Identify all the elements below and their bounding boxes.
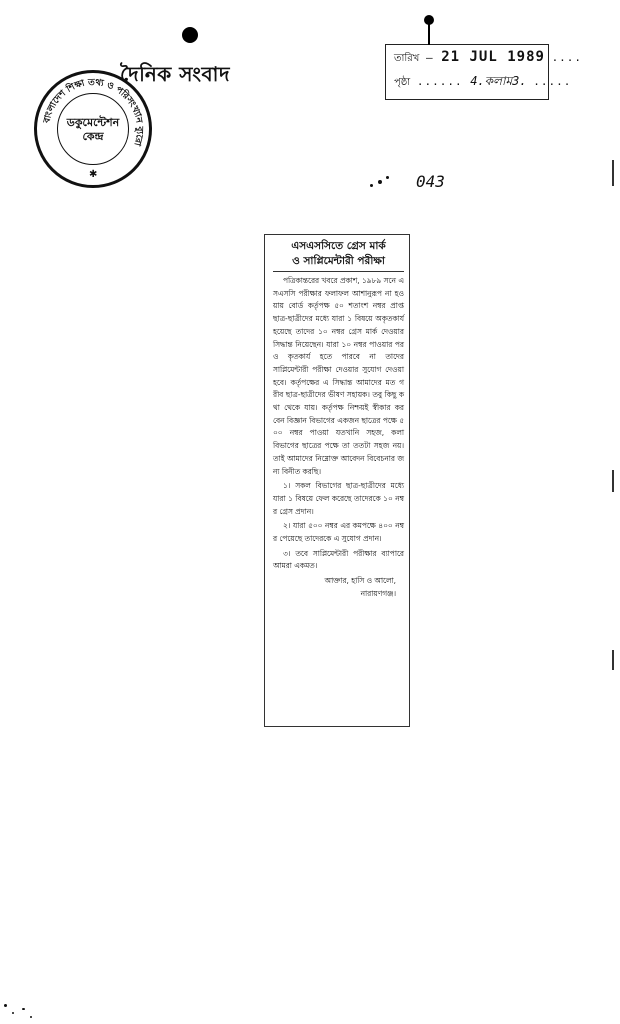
article-headline bbox=[273, 239, 404, 272]
newspaper-name: দৈনিক সংবাদ bbox=[120, 62, 230, 86]
date-slip: তারিখ — 21 JUL 1989 .... পৃষ্ঠা ...... 4.কলাম3. ..... bbox=[385, 44, 549, 100]
pin-icon bbox=[424, 15, 434, 45]
scan-noise bbox=[4, 1004, 7, 1007]
headline-line2: ও সাপ্লিমেন্টারী পরীক্ষা bbox=[292, 255, 385, 267]
star-icon: ✱ bbox=[89, 169, 98, 180]
edge-mark bbox=[612, 650, 614, 670]
date-label: তারিখ bbox=[394, 53, 420, 64]
headline-line1: এসএসসিতে গ্রেস মার্ক bbox=[291, 240, 386, 252]
ink-speck bbox=[378, 180, 382, 184]
article-paragraph: ২। যারা ৫০০ নম্বর এর কমপক্ষে ৪০০ নম্বর পেয়েছে তাদেরকে এ সুযোগ প্রদান। bbox=[273, 521, 404, 544]
page-number: 043 bbox=[416, 172, 445, 191]
signature bbox=[273, 575, 404, 600]
edge-mark bbox=[612, 160, 614, 186]
signature-line1: আক্তার, হাসি ও আলো, bbox=[324, 576, 396, 586]
date-value: 21 JUL 1989 bbox=[441, 49, 545, 65]
stamp-ring-text: বাংলাদেশ শিক্ষা তথ্য ও পরিসংখ্যান ব্যুরো bbox=[42, 77, 145, 147]
punch-hole bbox=[182, 27, 198, 43]
edge-mark bbox=[612, 470, 614, 492]
ink-speck bbox=[386, 176, 389, 179]
stamp-center-line2: কেন্দ্র bbox=[82, 130, 104, 143]
scan-noise bbox=[30, 1016, 32, 1018]
scan-noise bbox=[12, 1012, 14, 1014]
stamp-center-line1: ডকুমেন্টেশন bbox=[66, 116, 120, 129]
newspaper-clipping bbox=[264, 234, 410, 727]
ink-speck bbox=[370, 184, 373, 187]
page-value: 4.কলাম3. bbox=[470, 74, 527, 88]
signature-line2: নারায়ণগঞ্জ। bbox=[360, 588, 396, 598]
page-label: পৃষ্ঠা bbox=[394, 77, 411, 88]
article-paragraph: পত্রিকান্তরের খবরে প্রকাশ, ১৯৮৯ সনে এসএসসি পরীক্ষার ফলাফল আশানুরূপ না হওয়ায় বোর্ড কর্তৃপক্ষ ৫০ শতাংশ নম্বর প্রাপ্ত ছাত্র-ছাত্রীদের মধ্যে যারা ১ বিষয়ে অকৃতকার্য হয়েছে তাদের ১০ নম্বর গ্রেস মার্ক দেওয়ার সিদ্ধান্ত নিয়েছেন। যারা ১০ নম্বর পাওয়ার পরও কৃতকার্য হতে পারবে না তাদের সাপ্লিমেন্টারী পরীক্ষা দেওয়ার সুযোগ দেওয়া হবে। কর্তৃপক্ষের এ সিদ্ধান্ত আমাদের মত গরীব ছাত্র-ছাত্রীদের ভীষণ সহায়ক। তবু কিছু কথা থেকে যায়। কর্তৃপক্ষ নিশ্চয়ই স্বীকার করবেন বিজ্ঞান বিভাগের একজন ছাত্রের পক্ষে ৫০০ নম্বর পাওয়া যতখানি সহজ, কলা বিভাগের ছাত্রের পক্ষে তা ততটা সহজ নয়। তাই আমাদের নিম্নোক্ত আবেদন বিবেচনার জন্য বিনীত করছি। bbox=[273, 276, 404, 476]
scan-noise bbox=[22, 1008, 25, 1010]
article-paragraph: ১। সকল বিভাগের ছাত্র-ছাত্রীদের মধ্যে যারা ১ বিষয়ে ফেল করেছে তাদেরকে ১০ নম্বর গ্রেস প্রদান। bbox=[273, 481, 404, 516]
article-paragraph: ৩। তবে সাপ্লিমেন্টারী পরীক্ষার ব্যাপারে আমরা একমত। bbox=[273, 548, 404, 571]
